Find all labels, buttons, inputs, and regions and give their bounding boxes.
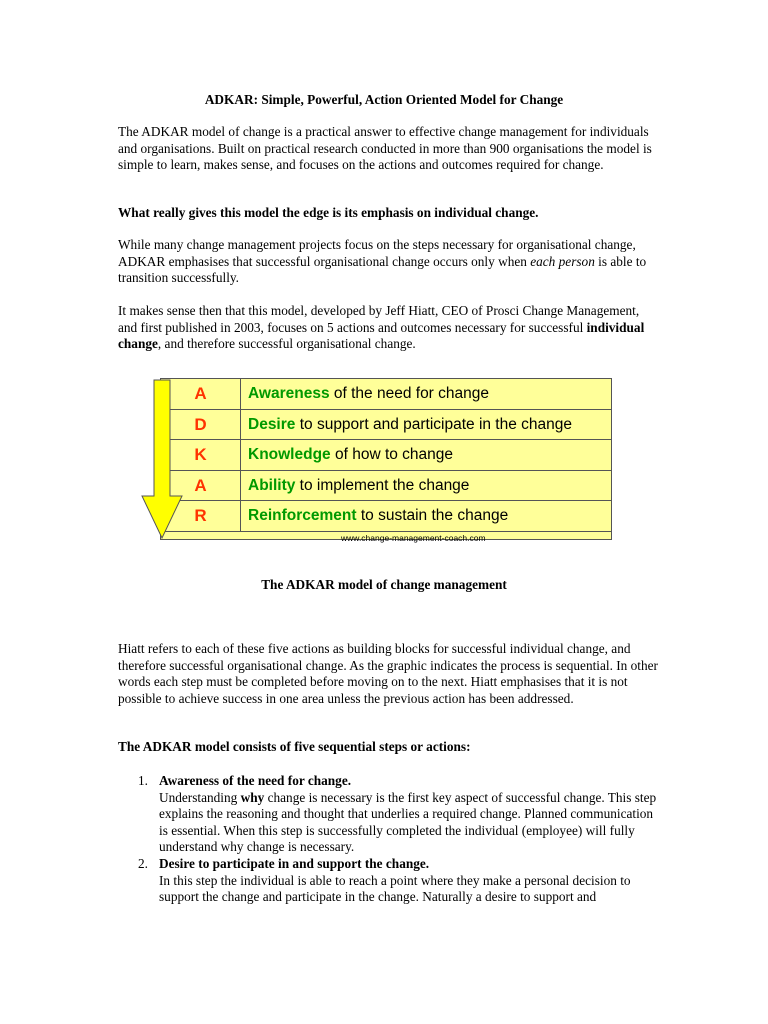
- sequential-paragraph: Hiatt refers to each of these five actions as building blocks for successful individual change, and therefore successful organisational change. As the graphic indicates the process is sequential. In other words each step must be completed before moving on to the next. Hiatt emphasises that it is not possible to achieve success in one area unless the previous action has been addressed.: [118, 641, 658, 706]
- list-number: 2.: [138, 856, 148, 871]
- adkar-description: Awareness of the need for change: [248, 385, 490, 402]
- emphasis-paragraph: What really gives this model the edge is its emphasis on individual change.: [118, 205, 539, 220]
- source-url: www.change-management-coach.com: [341, 533, 486, 543]
- intro-paragraph: The ADKAR model of change is a practical answer to effective change management for individuals and organisations. Built on practical research conducted in more than 900 organisations the model is simple to learn, makes sense, and focuses on the actions and outcomes required for change.: [118, 124, 652, 172]
- adkar-letter: R: [161, 501, 241, 531]
- list-item: Desire to participate in and support the change. In this step the individual is able to reach a point where they make a personal decision to support the change and participate in the change. Naturally a desire to support and: [159, 856, 631, 904]
- list-item-heading: Desire to participate in and support the change.: [159, 856, 430, 871]
- adkar-letter: K: [161, 440, 241, 470]
- figure-caption: The ADKAR model of change management: [261, 577, 507, 592]
- adkar-description: Desire to support and participate in the change: [248, 415, 573, 433]
- down-arrow-icon: [140, 376, 200, 542]
- list-item: Awareness of the need for change. Understanding why change is necessary is the first key aspect of successful change. This step explains the reasoning and thought that underlies a required change. Planned communication is essential. When this step is successfully completed the individual (employee) will fully understand why change is necessary.: [159, 773, 657, 854]
- adkar-description: Reinforcement to sustain the change: [248, 507, 509, 524]
- adkar-letter: A: [161, 379, 241, 409]
- list-number: 1.: [138, 773, 148, 788]
- adkar-row-knowledge: [161, 440, 611, 471]
- individual-change-paragraph: While many change management projects focus on the steps necessary for organisational change, ADKAR emphasises that successful organisational change occurs only when each person is able to transition successfully.: [118, 237, 647, 285]
- adkar-row-desire: [161, 410, 611, 441]
- adkar-row-reinforcement: [161, 501, 611, 532]
- list-item-heading: Awareness of the need for change.: [159, 773, 352, 788]
- adkar-letter: D: [161, 410, 241, 440]
- adkar-letter: A: [161, 471, 241, 501]
- individual-change-emphasis: individual change: [118, 319, 645, 351]
- each-person-emphasis: each person: [530, 253, 595, 269]
- adkar-table: [160, 378, 612, 543]
- adkar-description: Knowledge of how to change: [248, 446, 454, 463]
- document-title: ADKAR: Simple, Powerful, Action Oriented Model for Change: [204, 92, 564, 107]
- adkar-row-awareness: [161, 379, 611, 410]
- adkar-description: Ability to implement the change: [248, 476, 470, 494]
- adkar-graphic: [140, 376, 614, 542]
- adkar-row-ability: [161, 471, 611, 502]
- hiatt-paragraph: It makes sense then that this model, developed by Jeff Hiatt, CEO of Prosci Change Management, and first published in 2003, focuses on 5 actions and outcomes necessary for successful individual change, and therefore successful organisational change.: [118, 303, 645, 351]
- steps-intro: The ADKAR model consists of five sequential steps or actions:: [118, 739, 471, 754]
